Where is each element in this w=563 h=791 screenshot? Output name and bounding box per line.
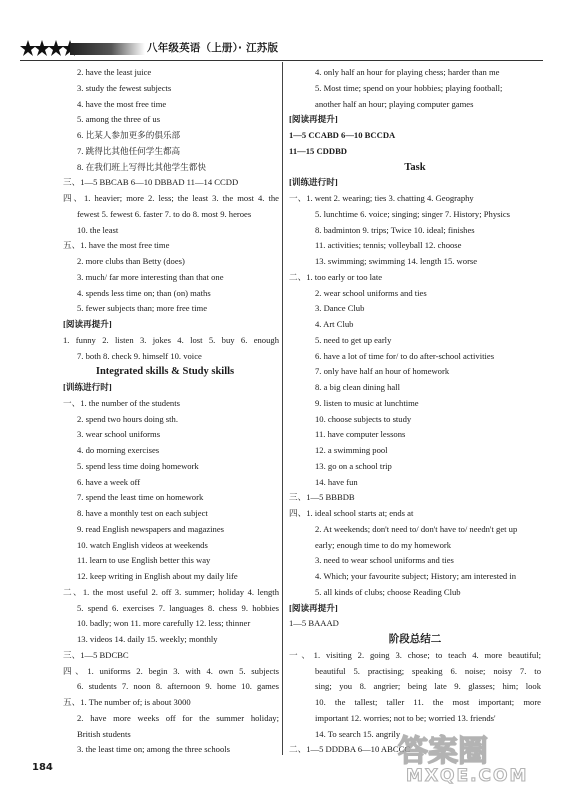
answer-line: another half an hour; playing computer games	[315, 98, 474, 109]
watermark-logo-icon	[392, 727, 552, 785]
answer-line: 8. badminton 9. trips; Twice 10. ideal; finishes	[315, 224, 475, 235]
answer-line: 2. more clubs than Betty (does)	[77, 256, 185, 266]
answer-line: 13. videos 14. daily 15. weekly; monthly	[77, 634, 218, 644]
answer-line: 4. only half an hour for playing chess; harder than me	[315, 67, 500, 77]
answer-line: 3. much/ far more interesting than that one	[77, 271, 224, 282]
answer-line: 11. activities; tennis; volleyball 12. choose	[315, 240, 462, 251]
answer-line: British students	[77, 728, 131, 739]
answer-line: 6. 比某人参加更多的俱乐部	[77, 130, 181, 140]
section-heading: Integrated skills & Study skills	[95, 366, 235, 378]
answer-line: 3. need to wear school uniforms and ties	[315, 555, 454, 566]
header-bar	[70, 43, 145, 55]
svg-text:MXQE.COM: MXQE.COM	[406, 766, 529, 785]
answer-line: 12. keep writing in English about my daily life	[77, 571, 238, 581]
answer-line: [训练进行时]	[289, 177, 338, 188]
answer-line: 5. all kinds of clubs; choose Reading Club	[315, 586, 461, 597]
answer-line: 5. need to get up early	[315, 334, 392, 345]
answer-line: 二、1. the most useful 2. off 3. summer; holiday 4. length	[63, 586, 279, 597]
answer-line: 9. read English newspapers and magazines	[77, 523, 225, 534]
column-divider	[282, 62, 283, 755]
section-heading: 阶段总结二	[388, 634, 442, 645]
answer-line: 一、1. the number of the students	[63, 397, 180, 408]
header-rule	[20, 60, 543, 61]
answer-line: 5. fewer subjects than; more free time	[77, 303, 208, 314]
answer-line: 四、1. ideal school starts at; ends at	[289, 508, 414, 518]
answer-line: 7. only have half an hour of homework	[315, 366, 450, 377]
answer-line: 2. wear school uniforms and ties	[315, 287, 427, 298]
answer-line: 三、1—5 BBCAB 6—10 DBBAD 11—14 CCDD	[63, 177, 239, 188]
answer-line: important 12. worries; not to be; worried 13. friends'	[315, 712, 496, 723]
answer-line: 1—5 BAAAD	[289, 618, 339, 629]
answer-line: 8. a big clean dining hall	[315, 382, 400, 392]
answer-line: 6. have a week off	[77, 476, 141, 487]
answer-line: 4. Which; your favourite subject; History; am interested in	[315, 571, 517, 581]
answer-line: 7. both 8. check 9. himself 10. voice	[77, 350, 202, 361]
answer-line: 10. the tallest; taller 11. the most important; more	[315, 697, 541, 707]
answer-line: 7. spend the least time on homework	[77, 492, 204, 503]
answer-line: 8. 在我们班上写得比其他学生都快	[77, 161, 206, 172]
answer-line: 5. lunchtime 6. voice; singing; singer 7. History; Physics	[315, 208, 511, 219]
section-heading: Task	[404, 161, 426, 173]
answer-line: 五、1. The number of; is about 3000	[63, 697, 191, 707]
answer-line: 4. spends less time on; than (on) maths	[77, 287, 211, 298]
answer-line: 13. swimming; swimming 14. length 15. worse	[315, 256, 478, 266]
right-column	[289, 65, 541, 758]
answer-line: 2. At weekends; don't need to/ don't have to/ needn't get up	[315, 523, 518, 534]
answer-line: 1. funny 2. listen 3. jokes 4. lost 5. buy 6. enough	[63, 334, 279, 345]
answer-line: [阅读再提升]	[289, 602, 338, 613]
answer-line: 五、1. have the most free time	[63, 240, 170, 251]
answer-line: [阅读再提升]	[289, 114, 338, 125]
page-header	[0, 0, 563, 66]
answer-line: fewest 5. fewest 6. faster 7. to do 8. most 9. heroes	[77, 208, 252, 219]
answer-line: 2. have the least juice	[77, 67, 152, 77]
answer-line: 四、1. heavier; more 2. less; the least 3. the most 4. the	[63, 193, 279, 203]
answer-line: 10. badly; won 11. more carefully 12. less; thinner	[77, 618, 251, 629]
answer-line: 4. have the most free time	[77, 98, 167, 109]
answer-line: 4. Art Club	[315, 319, 354, 329]
answer-line: 11—15 CDDBD	[289, 145, 348, 156]
answer-line: [训练进行时]	[63, 382, 112, 392]
answer-line: 3. Dance Club	[315, 303, 365, 314]
answer-line: 7. 跳得比其他任何学生都高	[77, 145, 181, 156]
answer-line: 10. the least	[77, 224, 119, 235]
answer-line: 11. learn to use English better this way	[77, 555, 211, 566]
answer-line: 13. go on a school trip	[315, 460, 392, 471]
answer-line: 三、1—5 BDCBC	[63, 649, 129, 660]
answer-line: 14. To search 15. angrily	[315, 728, 401, 739]
answer-line: 1—5 CCABD 6—10 BCCDA	[289, 130, 396, 140]
svg-text:答案圈: 答案圈	[398, 734, 488, 769]
answer-line: early; enough time to do my homework	[315, 539, 452, 550]
answer-line: 5. spend 6. exercises 7. languages 8. chess 9. hobbies	[77, 602, 279, 613]
answer-line: 5. among the three of us	[77, 114, 161, 125]
answer-line: 四、1. uniforms 2. begin 3. with 4. own 5. subjects	[63, 665, 279, 676]
answer-line: 6. students 7. noon 8. afternoon 9. home 10. games	[77, 681, 279, 692]
answer-line: 10. choose subjects to study	[315, 413, 412, 424]
answer-line: 一、1. went 2. wearing; ties 3. chatting 4. Geography	[289, 193, 474, 203]
answer-line: 4. do morning exercises	[77, 445, 160, 455]
answer-line: 2. spend two hours doing sth.	[77, 413, 178, 424]
answer-line: 6. have a lot of time for/ to do after-school activities	[315, 350, 495, 361]
answer-line: beautiful 5. practising; speaking 6. noise; noisy 7. to	[315, 665, 541, 676]
answer-line: sing; you 8. angrier; being late 9. glasses; him; look	[315, 681, 541, 692]
answer-line: 14. have fun	[315, 476, 358, 487]
answer-line: 10. watch English videos at weekends	[77, 539, 208, 550]
answer-line: 5. Most time; spend on your hobbies; playing football;	[315, 82, 503, 93]
answer-line: 9. listen to music at lunchtime	[315, 397, 419, 408]
answer-line: 11. have computer lessons	[315, 429, 406, 440]
answer-line: 3. the least time on; among the three schools	[77, 744, 230, 755]
answer-line: 一、1. visiting 2. going 3. chose; to teach 4. more beautiful;	[289, 649, 541, 660]
book-title: 八年级英语（上册）· 江苏版	[147, 42, 279, 54]
answer-line: 12. a swimming pool	[315, 445, 388, 455]
answer-line: 二、1. too early or too late	[289, 271, 383, 282]
page-number: 184	[32, 762, 53, 773]
answer-line: 8. have a monthly test on each subject	[77, 508, 208, 518]
answer-line: 3. study the fewest subjects	[77, 82, 172, 93]
answer-line: [阅读再提升]	[63, 319, 112, 329]
answer-line: 三、1—5 BBBDB	[289, 492, 355, 503]
answer-line: 3. wear school uniforms	[77, 429, 161, 440]
answer-line: 二、1—5 DDDBA 6—10 ABCCC	[289, 744, 411, 755]
answer-line: 5. spend less time doing homework	[77, 460, 199, 471]
left-column	[51, 65, 279, 758]
answer-line: 2. have more weeks off for the summer holiday;	[77, 712, 279, 723]
